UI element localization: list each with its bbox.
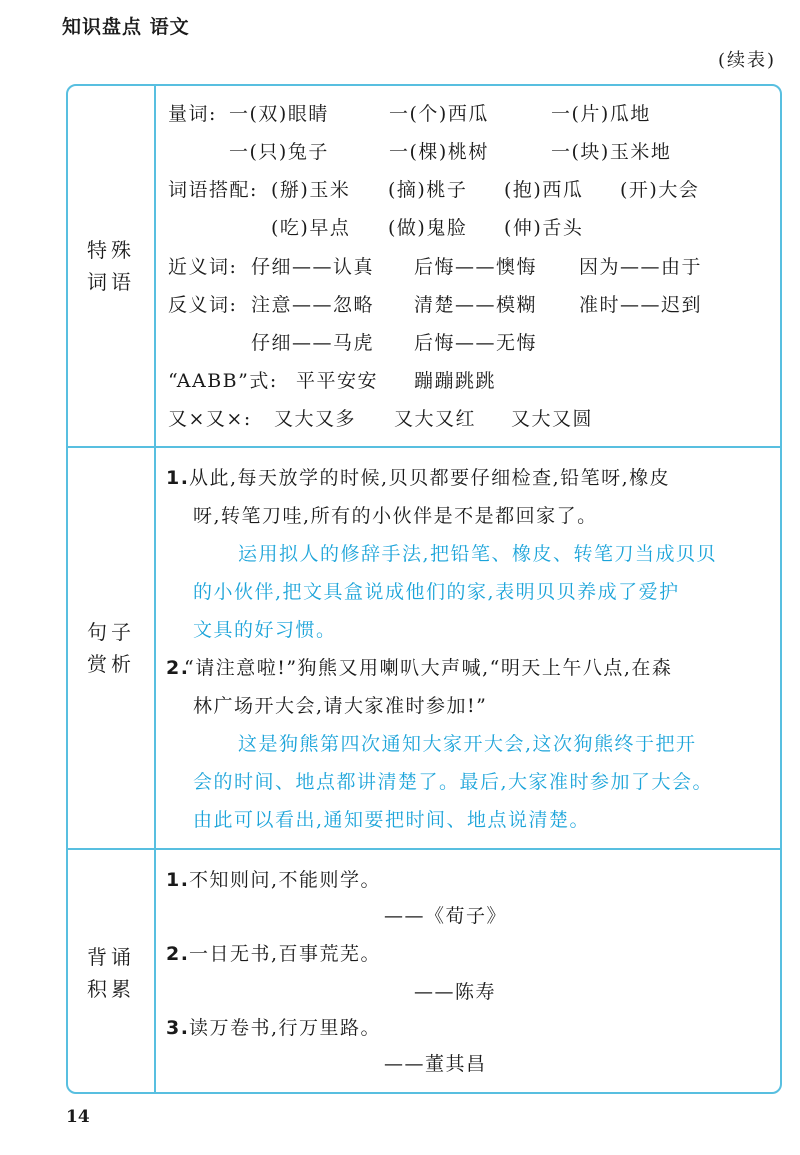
- antonym-item: 准时——迟到: [579, 294, 703, 316]
- continued-label: (续表): [717, 50, 776, 71]
- measure-item: 一(只)兔子: [229, 141, 329, 163]
- knowledge-table: [66, 84, 782, 1094]
- recite-source: ——陈寿: [414, 981, 497, 1003]
- page-header-title: 知识盘点 语文: [62, 16, 190, 38]
- synonym-item: 后悔——懊悔: [414, 256, 538, 278]
- aabb-prefix: “AABB”式:: [168, 370, 278, 392]
- row-label-text: 句子赏析: [87, 620, 135, 676]
- pairing-item: (吃)早点: [271, 217, 351, 239]
- sentence-text: “请注意啦!”狗熊又用喇叭大声喊,“明天上午八点,在森: [184, 657, 673, 679]
- sentence-number: 1.: [166, 467, 190, 489]
- synonym-item: 仔细——认真: [251, 256, 375, 278]
- antonyms-prefix: 反义词:: [168, 294, 238, 316]
- aabb-item: 平平安安: [296, 370, 379, 392]
- antonym-item: 清楚——模糊: [414, 294, 538, 316]
- antonym-item: 注意——忽略: [251, 294, 375, 316]
- antonym-item: 后悔——无悔: [414, 332, 538, 354]
- youyou-prefix: 又×又×:: [168, 408, 252, 430]
- row-sentence-analysis: [68, 448, 780, 850]
- sentence-analysis-content: [156, 448, 780, 848]
- recite-number: 2.: [166, 943, 190, 965]
- row-label-text: 背诵积累: [87, 945, 135, 1001]
- row-label-recitation: [68, 850, 156, 1094]
- recite-source: ——《荀子》: [384, 905, 508, 927]
- pairing-item: (摘)桃子: [388, 179, 468, 201]
- pairing-item: (做)鬼脸: [388, 217, 468, 239]
- page-number: 14: [66, 1107, 90, 1127]
- row-recitation: [68, 850, 780, 1094]
- row-label-special-words: [68, 86, 156, 446]
- sentence-text: 从此,每天放学的时候,贝贝都要仔细检查,铅笔呀,橡皮: [189, 467, 671, 489]
- special-words-content: [156, 86, 780, 446]
- recite-source: ——董其昌: [384, 1053, 487, 1075]
- youyou-item: 又大又圆: [511, 408, 594, 430]
- sentence-analysis-note: 由此可以看出,通知要把时间、地点说清楚。: [193, 809, 591, 831]
- pairing-prefix: 词语搭配:: [168, 179, 258, 201]
- recitation-content: [156, 850, 780, 1094]
- synonym-item: 因为——由于: [579, 256, 703, 278]
- row-label-text: 特殊词语: [87, 238, 135, 294]
- recite-number: 3.: [166, 1017, 190, 1039]
- recite-text: 一日无书,百事荒芜。: [189, 943, 382, 965]
- measure-item: 一(个)西瓜: [389, 103, 489, 125]
- sentence-number: 2.: [166, 657, 190, 679]
- recite-text: 不知则问,不能则学。: [189, 869, 382, 891]
- sentence-analysis-note: 会的时间、地点都讲清楚了。最后,大家准时参加了大会。: [193, 771, 714, 793]
- pairing-item: (掰)玉米: [271, 179, 351, 201]
- row-special-words: [68, 86, 780, 448]
- pairing-item: (伸)舌头: [504, 217, 584, 239]
- youyou-item: 又大又红: [394, 408, 477, 430]
- sentence-analysis-note: 这是狗熊第四次通知大家开大会,这次狗熊终于把开: [238, 733, 697, 755]
- measure-item: 一(棵)桃树: [389, 141, 489, 163]
- youyou-item: 又大又多: [274, 408, 357, 430]
- sentence-text: 林广场开大会,请大家准时参加!”: [193, 695, 488, 717]
- sentence-text: 呀,转笔刀哇,所有的小伙伴是不是都回家了。: [193, 505, 598, 527]
- recite-text: 读万卷书,行万里路。: [189, 1017, 382, 1039]
- measure-item: 一(块)玉米地: [551, 141, 672, 163]
- sentence-analysis-note: 的小伙伴,把文具盒说成他们的家,表明贝贝养成了爱护: [193, 581, 680, 603]
- pairing-item: (抱)西瓜: [504, 179, 584, 201]
- sentence-analysis-note: 运用拟人的修辞手法,把铅笔、橡皮、转笔刀当成贝贝: [238, 543, 718, 565]
- recite-number: 1.: [166, 869, 190, 891]
- pairing-item: (开)大会: [620, 179, 700, 201]
- measure-prefix: 量词:: [168, 103, 217, 125]
- measure-item: 一(双)眼睛: [229, 103, 329, 125]
- antonym-item: 仔细——马虎: [251, 332, 375, 354]
- row-label-sentence-analysis: [68, 448, 156, 848]
- sentence-analysis-note: 文具的好习惯。: [193, 619, 337, 641]
- measure-item: 一(片)瓜地: [551, 103, 651, 125]
- synonyms-prefix: 近义词:: [168, 256, 238, 278]
- aabb-item: 蹦蹦跳跳: [414, 370, 497, 392]
